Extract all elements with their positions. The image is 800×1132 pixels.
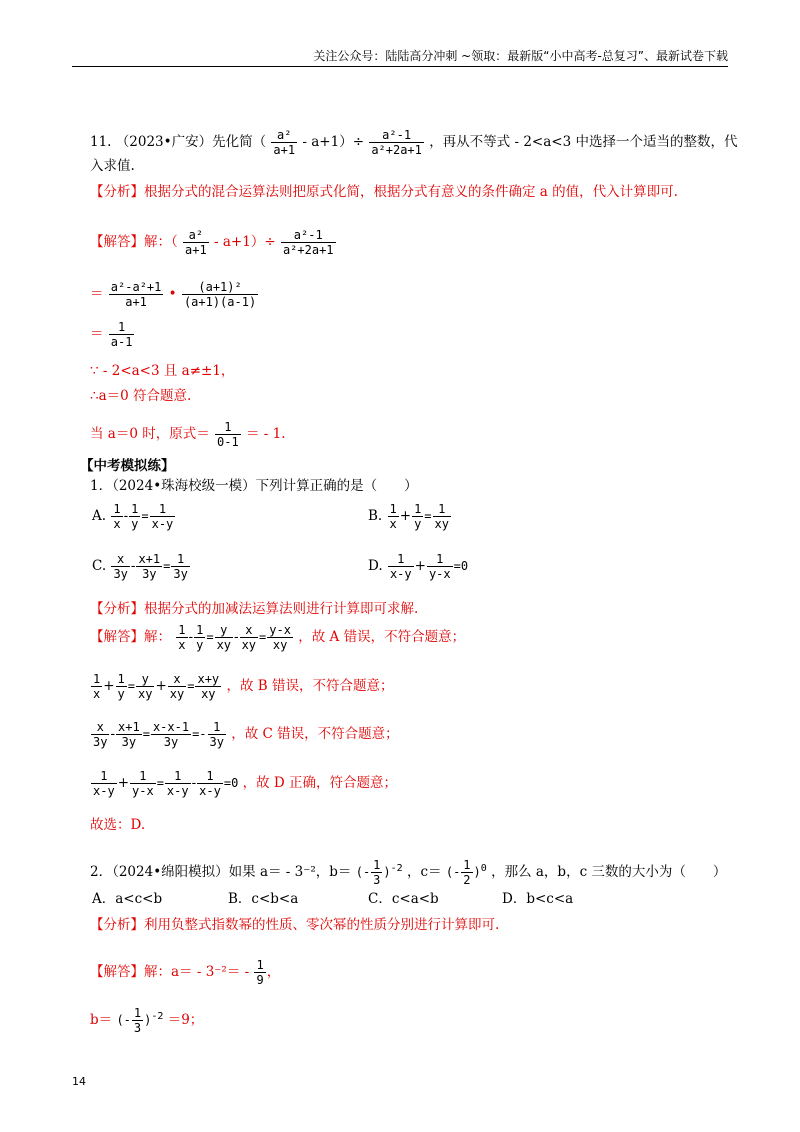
q2-option-c: C．c<a<b — [368, 891, 439, 907]
q11-eq4-fraction: $\frac{1}{0-1}$ — [217, 420, 239, 449]
q2-stem: 2．（2024•绵阳模拟）如果 a＝ - 3⁻²，b＝ (- $\frac{1}{3}$ )$^{-2}$ ，c＝ (- $\frac{1}{2}$ )$^0$ ，那么 a，b，c 三数的大小为（ ） — [90, 858, 727, 887]
q1-option-a: A. $\frac{1}{x}$ - $\frac{1}{y}$ = $\frac{1}{x-y}$ — [92, 502, 174, 531]
q11-eq2-fraction: $\frac{\text{(a+1)²}}{(a+1)(a-1)}$ — [183, 280, 257, 309]
q2-option-b: B．c<b<a — [228, 891, 299, 907]
header-divider — [72, 66, 728, 67]
q11-step-3: ＝ $\frac{1}{a-1}$ — [90, 320, 133, 349]
q1-answer-a: 【解答】解： $\frac{1}{x}$ - $\frac{1}{y}$ = $\frac{y}{xy}$ - $\frac{x}{xy}$ = $\frac{y-x}{xy}$ ，故 A 错误，不符合题意； — [90, 623, 466, 652]
section-title: 【中考模拟练】 — [80, 458, 175, 474]
q11-ans-minus: - a+1）÷ — [214, 234, 276, 250]
q11-answer-line1 — [90, 228, 337, 257]
q1-analysis: 【分析】根据分式的加减法运算法则进行计算即可求解. — [90, 601, 419, 617]
q11-source: （2023•广安）先化简（ — [115, 134, 267, 150]
q1-answer-d: $\frac{1}{x-y}$ + $\frac{1}{y-x}$ = $\frac{1}{x-y}$ - $\frac{1}{x-y}$ =0 ，故 D 正确，符合题意； — [93, 769, 398, 798]
q1-choice: 故选：D. — [90, 817, 146, 833]
q2-analysis: 【分析】利用负整式指数幂的性质、零次幂的性质分别进行计算即可. — [90, 917, 500, 933]
q2-answer-b: b＝ (- $\frac{1}{3}$ )$^{-2}$ ＝9； — [90, 1006, 204, 1035]
q1-stem: 1．（2024•珠海校级一模）下列计算正确的是（ ） — [90, 478, 418, 494]
q11-fraction-1: $\frac{\text{a²}}{a+1}$ — [273, 128, 296, 157]
q11-line2: 入求值. — [90, 158, 135, 174]
q11-result: ＝ - 1. — [246, 426, 286, 442]
q11-final — [90, 420, 286, 449]
q11-because: ∵ - 2<a<3 且 a≠±1， — [90, 363, 235, 379]
q11-answer-label: 【解答】解：（ — [90, 234, 178, 250]
q11-therefore: ∴a＝0 符合题意. — [90, 388, 192, 404]
q11-minus-a1: - a+1）÷ — [302, 134, 365, 150]
q2-option-d: D．b<c<a — [502, 891, 574, 907]
q11-fraction-2: $\frac{\text{a²-1}}{\text{a²+2a+1}}$ — [371, 128, 422, 157]
page-header: 关注公众号：陆陆高分冲刺 ~领取：最新版“小中高考-总复习”、最新试卷下载 — [313, 49, 728, 63]
q11-stem — [90, 128, 737, 157]
q11-when: 当 a＝0 时，原式＝ — [90, 426, 210, 442]
q1-option-d: D. $\frac{1}{x-y}$ + $\frac{1}{y-x}$ =0 — [368, 552, 469, 581]
q11-ans-fraction-1: $\frac{\text{a²}}{a+1}$ — [185, 228, 207, 257]
q1-answer-b: $\frac{1}{x}$ + $\frac{1}{y}$ = $\frac{y}{xy}$ + $\frac{x}{xy}$ = $\frac{x+y}{xy}$ ，故 B 错误，不符合题意； — [93, 672, 394, 701]
page-number: 14 — [72, 1075, 86, 1088]
q11-eq1-fraction: $\frac{\text{a²-a²+1}}{a+1}$ — [110, 280, 162, 309]
q1-answer-c: $\frac{x}{3y}$ - $\frac{x+1}{3y}$ = $\frac{x-x-1}{3y}$ =- $\frac{1}{3y}$ ，故 C 错误，不符合题意； — [93, 720, 399, 749]
q2-option-a: A．a<c<b — [92, 891, 163, 907]
q1-option-c: C. $\frac{x}{3y}$ - $\frac{x+1}{3y}$ = $\frac{1}{3y}$ — [92, 552, 188, 581]
q11-tail: ，再从不等式 - 2<a<3 中选择一个适当的整数，代 — [429, 134, 738, 150]
q11-analysis: 【分析】根据分式的混合运算法则把原式化简，根据分式有意义的条件确定 a 的值，代入计算即可. — [90, 184, 678, 200]
q11-ans-fraction-2: $\frac{\text{a²-1}}{\text{a²+2a+1}}$ — [282, 228, 334, 257]
q11-step-2: ＝ $\frac{\text{a²-a²+1}}{a+1}$ • $\frac{\text{(a+1)²}}{(a+1)(a-1)}$ — [90, 280, 257, 309]
q11-eq3-fraction: $\frac{1}{a-1}$ — [110, 320, 133, 349]
q2-answer-a: 【解答】解：a＝ - 3⁻²＝ - $\frac{1}{9}$ ， — [90, 958, 281, 987]
q11-number: 11. — [90, 134, 112, 150]
q1-option-b: B. $\frac{1}{x}$ + $\frac{1}{y}$ = $\frac{1}{xy}$ — [368, 502, 449, 531]
